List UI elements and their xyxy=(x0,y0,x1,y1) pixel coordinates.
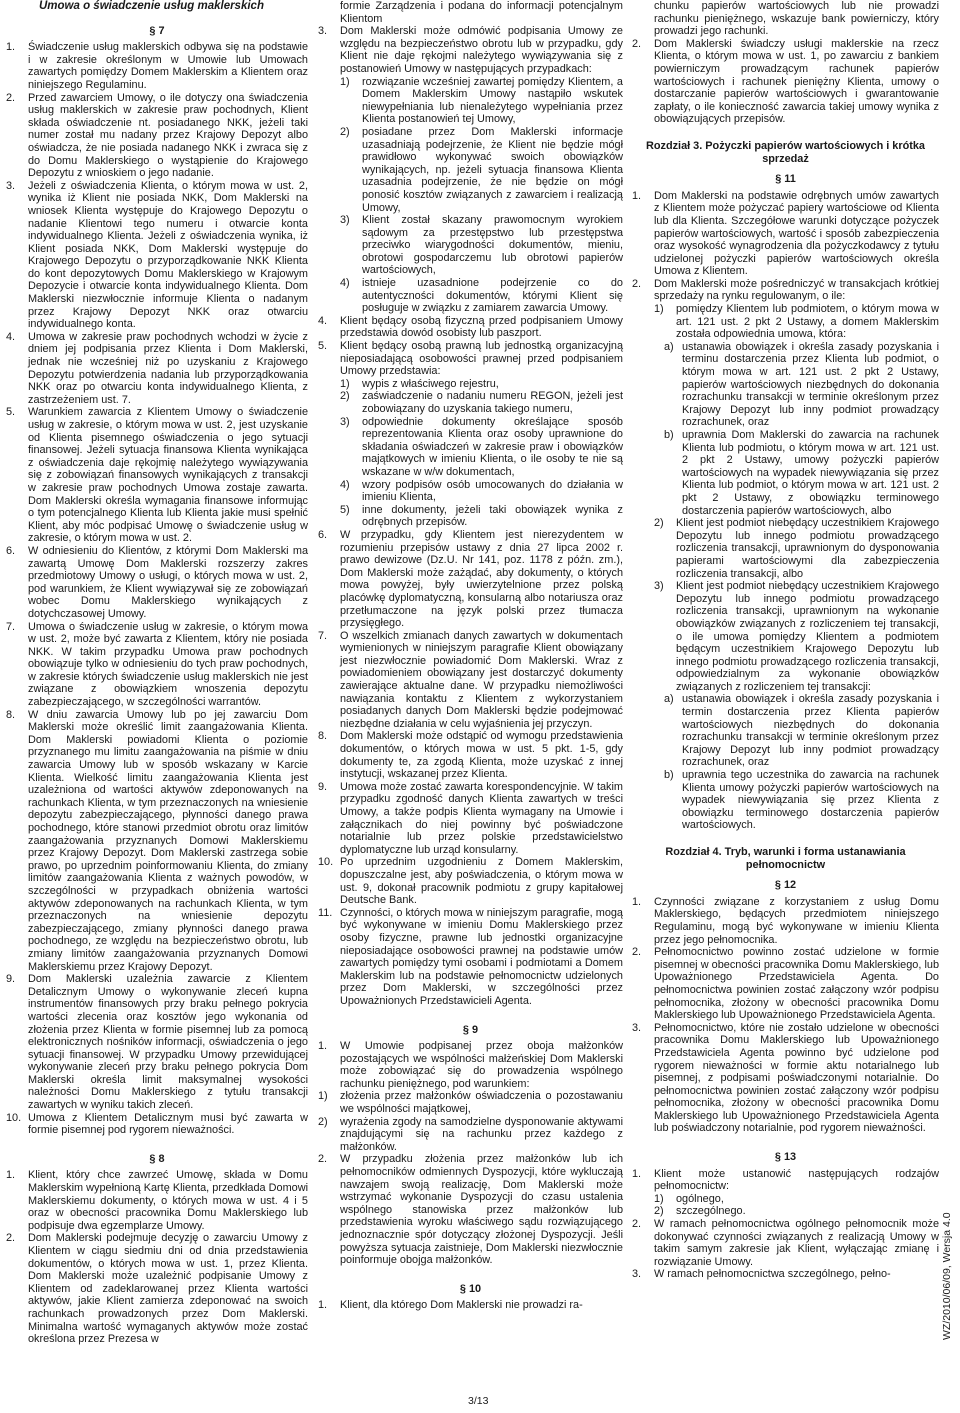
sub-list: 1) wypis z właściwego rejestru, 2) zaświadczenie o nadaniu numeru REGON, jeżeli jest zobowiązany do uzyskania takiego numeru, 3) odpowiednie dokumenty określające sposób reprezentowania Klienta oraz osoby uprawnione do składania oświadczeń w zakresie praw i obowiązków majątkowych w imieniu Klienta, o ile osoby te nie są wskazane w w/w dokumentach, 4) wzory podpisów osób umocowanych do działania w imieniu Klienta, 5) inne dokumenty, jeżeli taki obowiązek wynika z odrębnych przepisów. xyxy=(340,377,623,529)
paragraph: 5. Warunkiem zawarcia z Klientem Umowy o świadczenie usług w zakresie, o którym mowa w ust. 2, jest uzyskanie od Klienta pisemnego oświadczenia o jego sytuacji finansowej. Jeżeli sytuacja finansowa Klienta wynikająca z oświadczenia daje rękojmię należytego wywiązywania się z zobowiązań finansowych wynikających z transakcji w zakresie praw pochodnych Umowa zostaje zawarta. Dom Maklerski określa wymagania finansowe informując o tym potencjalnego Klienta lub Klienta jakie musi spełnić Klient, aby móc podpisać Umowę o świadczenie usług w zakresie, o którym mowa w ust. 2. xyxy=(6,406,308,545)
paragraph: 1. Dom Maklerski na podstawie odrębnych umów zawartych z Klientem może pożyczać papiery wartościowe od Klienta lub dla Klienta. Szczegółowe warunki dotyczące pożyczek papierów wartościowych, wartość i sposób zabezpieczenia oraz wysokość wynagrodzenia dla pożyczkodawcy z tytułu udzielonej pożyczki papierów wartościowych określa Umowa z Klientem. xyxy=(632,189,939,278)
paragraph: 9. Dom Maklerski uzależnia zawarcie z Klientem Detalicznym Umowy o wykonywanie zleceń kupna instrumentów finansowych przy braku pełnego pokrycia wartości zlecenia oraz kosztów jego wykonania od złożenia przez Klienta w formie pisemnej lub za pomocą elektronicznych nośników informacji, oświadczenia o jego sytuacji finansowej. W przypadku Umowy przewidującej wykonywanie zleceń przy braku pełnego pokrycia Dom Maklerski określa limit maksymalnej wysokości należności Domu Maklerskiego z tytułu transakcji zawartych w wyniku takich zleceń. xyxy=(6,973,308,1112)
version-label: WZ/2010/06/09, Wersja 4.0 xyxy=(941,1212,953,1340)
paragraph: 1. W Umowie podpisanej przez oboja małżonków pozostających we wspólności małżeńskiej Dom Maklerski może zobowiązać się do prowadzenia wspólnego rachunku pieniężnego, pod warunkiem: xyxy=(318,1040,623,1090)
sub-item: 1) złożenia przez małżonków oświadczenia o pozostawaniu we wspólności majątkowej, xyxy=(318,1090,623,1116)
paragraph: 5. Klient będący osobą prawną lub jednostką organizacyjną nieposiadającą osobowości prawnej przed podpisaniem Umowy przedstawia: xyxy=(318,340,623,378)
document-title: Umowa o świadczenie usług maklerskich xyxy=(39,0,264,12)
paragraph: 3. Pełnomocnictwo, które nie zostało udzielone w obecności pracownika Domu Maklerskiego lub Upoważnionego Przedstawiciela Agenta powinno być udzielone pod rygorem nieważności w formie aktu notarialnego lub pisemnej, z podpisami poświadczonymi notarialnie. Do pełnomocnictwa powinien zostać załączony wzór podpisu pełnomocnika, złożony w obecności pracownika Domu Maklerskiego lub Upoważnionego Przedstawiciela Agenta lub poświadczony notarialnie, pod rygorem nieważności. xyxy=(632,1021,939,1135)
paragraph: 7. O wszelkich zmianach danych zawartych w dokumentach wymienionych w niniejszym paragrafie Klient obowiązany jest niezwłocznie powiadomić Dom Maklerski. Wraz z powiadomieniem obowiązany jest dostarczyć dokumenty zawierające aktualne dane. W przypadku niemożliwości nawiązania kontaktu z Klientem z wykorzystaniem posiadanych danych Dom Maklerski będzie podejmować niezbędne działania w celu wyjaśnienia jej przyczyn. xyxy=(318,629,623,730)
paragraph: 7. Umowa o świadczenie usług w zakresie, o którym mowa w ust. 2, może być zawarta z Klientem, który nie posiada NKK. W takim przypadku Umowa praw pochodnych obowiązuje tylko w odniesieniu do tych praw pochodnych, w zakresie których świadczenie usług maklerskich nie jest związane z obowiązkiem wnoszenia depozytu zabezpieczającego, w szczególności warrantów. xyxy=(6,620,308,709)
column-2 xyxy=(318,0,623,1312)
paragraph: 2. Dom Maklerski podejmuje decyzję o zawarciu Umowy z Klientem w ciągu siedmiu dni od dnia przedstawienia dokumentów, o których mowa w ust. 1, przez Klienta. Dom Maklerski może uzależnić podpisanie Umowy z Klientem od zadeklarowanej przez Klienta wartości aktywów, jakie Klient zamierza zdeponować na swoich rachunkach prowadzonych przez Dom Maklerski. Minimalna wartość wymaganych aktywów może zostać określona przez Prezesa w xyxy=(6,1232,308,1346)
sub-list: 1) rozwiązanie wcześniej zawartej pomiędzy Klientem, a Domem Maklerskim Umowy nastąpiło wskutek niewypełniania lub nienależytego wypełniania przez Klienta postanowień tej Umowy, 2) posiadane przez Dom Maklerski informacje uzasadniają podejrzenie, że Klient nie będzie mógł prawidłowo wykonywać swoich obowiązków wynikających, np. jeżeli sytuacja finansowa Klienta uzasadnia podejrzenie, że nie będzie on mógł ponosić kosztów związanych z zawarciem i realizacją Umowy, 3) Klient został skazany prawomocnym wyrokiem sądowym za przestępstwo lub przestępstwa przeciwko wiarygodności dokumentów, mieniu, obrotowi gospodarczemu lub obrotowi papierów wartościowych, 4) istnieje uzasadnione podejrzenie co do autentyczności dokumentów, którymi Klient się posługuje w związku z zamiarem zawarcia Umowy. xyxy=(340,75,623,315)
sub-item: 2) wyrażenia zgody na samodzielne dysponowanie aktywami znajdującymi się na rachunku przez każdego z małżonków. xyxy=(318,1115,623,1153)
section-heading: § 9 xyxy=(462,1023,479,1036)
paragraph: 1. Klient, który chce zawrzeć Umowę, składa w Domu Maklerskim wypełnioną Kartę Klienta, przedkłada Domowi Maklerskiemu dokumenty, o których mowa w ust. 4 i 5 oraz w obecności pracownika Domu Maklerskiego lub podpisuje dwa egzemplarze Umowy. xyxy=(6,1169,308,1232)
paragraph: 6. W odniesieniu do Klientów, z którymi Dom Maklerski ma zawartą Umowę Dom Maklerski rozszerzy zakres przedmiotowy Umowy o usługi, o których mowa w ust. 2, pod warunkiem, że Klient wywiązywał się ze zobowiązań wobec Domu Maklerskiego wynikających z dotychczasowej Umowy. xyxy=(6,544,308,620)
chapter-heading: Rozdział 3. Pożyczki papierów wartościowych i krótka sprzedaż xyxy=(645,139,925,165)
paragraph: 9. Umowa może zostać zawarta korespondencyjnie. W takim przypadku zgodność danych Klienta zawartych w treści Umowy, a także podpis Klienta wymagany na Umowie i załącznikach do niej powinny być poświadczone notarialnie lub przez polskie przedstawicielstwo dyplomatyczne lub urząd konsularny. xyxy=(318,780,623,856)
paragraph: 11. Czynności, o których mowa w niniejszym paragrafie, mogą być wykonywane w imieniu Domu Maklerskiego przez osoby fizyczne, prawne lub jednostki organizacyjne nieposiadające osobowości prawnej na podstawie umów zawartych pomiędzy tymi osobami i podmiotami a Domem Maklerskim lub na podstawie pełnomocnictw udzielonych przez Dom Maklerski, w szczególności przez Upoważnionych Przedstawicieli Agenta. xyxy=(318,906,623,1007)
paragraph: 1. Klient, dla którego Dom Maklerski nie prowadzi ra- xyxy=(318,1299,583,1312)
paragraph: 1. Czynności związane z korzystaniem z usług Domu Maklerskiego, będących przedmiotem niniejszego Regulaminu, mogą być wykonywane w imieniu Klienta przez jego pełnomocnika. xyxy=(632,895,939,946)
paragraph: 6. W przypadku, gdy Klientem jest nierezydentem w rozumieniu przepisów ustawy z dnia 27 lipca 2002 r. prawo dewizowe (Dz.U. Nr 141, poz. 1178 z późn. zm.), Dom Maklerski może zażądać, aby dokumenty, o których mowa powyżej, były uwierzytelnione przez polską placówkę dyplomatyczną, konsularną albo notariusza oraz przetłumaczone na język polski przez tłumacza przysięgłego. xyxy=(318,528,623,630)
paragraph-continued: chunku papierów wartościowych lub nie prowadzi rachunku pieniężnego, wskazuje bank powierniczy, który prowadzi jego rachunki. xyxy=(654,0,939,38)
section-heading: § 7 xyxy=(149,24,165,37)
paragraph: 3. Jeżeli z oświadczenia Klienta, o którym mowa w ust. 2, wynika iż Klient nie posiada NKK, Dom Maklerski na wniosek Klienta występuje do Krajowego Depozytu o nadanie Klientowi tego numeru i otwarcie konta indywidualnego Klienta. Jeżeli z oświadczenia wynika, iż Klient posiada NKK, Dom Maklerski występuje do Krajowego Depozytu o przyporządkowanie NKK Klienta do kont depozytowych Domu Maklerskiego w Krajowym Depozycie i otwarcie konta indywidualnego Klienta. Dom Maklerski niezwłocznie informuje Klienta o nadanym przez Krajowy Depozyt NKK oraz otwarciu indywidualnego konta. xyxy=(6,179,308,331)
paragraph: 10. Po uprzednim uzgodnieniu z Domem Maklerskim, dopuszczalne jest, aby poświadczenia, o którym mowa w ust. 9, dokonał pracownik podmiotu z grupy kapitałowej Deutsche Bank. xyxy=(318,856,623,907)
paragraph: 2. W ramach pełnomocnictwa ogólnego pełnomocnik może dokonywać czynności związanych z realizacją Umowy w takim samym zakresie jak Klient, wyłączając zmianę i rozwiązanie Umowy. xyxy=(632,1218,939,1268)
page-number: 3/13 xyxy=(468,1395,489,1407)
paragraph: 8. W dniu zawarcia Umowy lub po jej zawarciu Dom Maklerski może określić limit zaangażowania Klienta. Dom Maklerski powiadomi Klienta o poziomie przyznanego mu limitu zaangażowania na piśmie w dniu zawarcia Umowy lub w sposób wskazany w Karcie Klienta. Wielkość limitu zaangażowania Klienta jest uzależniona od wartości aktywów zdeponowanych na rachunkach Klienta, w tym przeznaczonych na wniesienie depozytu zabezpieczającego, płynności danego prawa pochodnego, które stanowi przedmiot obrotu oraz limitów zaangażowania przyznanych Domowi Maklerskiemu przez Krajowy Depozyt. Dom Maklerski zastrzega sobie prawo, po uprzednim poinformowaniu Klienta, do zmiany limitów zaangażowania Klienta z ważnych powodów, w szczególności w przypadkach obniżenia wartości aktywów zdeponowanych na rachunkach Klienta, w tym przeznaczonych na wniesienie depozytu zabezpieczającego, zmiany płynności danego prawa pochodnego, ze względu na bezpieczeństwo obrotu, lub zmiany limitów zaangażowania przyznanych Domowi Maklerskiemu przez Krajowy Depozyt. xyxy=(6,708,308,973)
paragraph: 2. W przypadku złożenia przez małżonków lub ich pełnomocników odmiennych Dyspozycji, które wykluczają nawzajem swoją realizację, Dom Maklerski może wstrzymać wykonanie Dyspozycji do czasu ustalenia wspólnego stanowiska przez małżonków lub przedstawienia wyroku właściwego sądu rozwiązującego jednoznacznie spór dotyczący złożonej Dyspozycji. Jeśli powyższa sytuacja zaistnieje, Dom Maklerski niezwłocznie poinformuje obojga małżonków. xyxy=(318,1153,623,1267)
section-heading: § 11 xyxy=(775,173,796,186)
paragraph: 2. Dom Maklerski może pośredniczyć w transakcjach krótkiej sprzedaży na rynku regulowanym, o ile: xyxy=(632,277,939,303)
paragraph: 10. Umowa z Klientem Detalicznym musi być zawarta w formie pisemnej pod rygorem nieważności. xyxy=(6,1111,308,1137)
column-3 xyxy=(632,0,939,1281)
paragraph-continued: formie Zarządzenia i podana do informacji potencjalnym Klientom xyxy=(340,0,623,25)
column-1 xyxy=(6,0,308,1346)
paragraph: 1. Klient może ustanowić następujących rodzajów pełnomocnictw: xyxy=(632,1167,939,1193)
paragraph: 2. Pełnomocnictwo powinno zostać udzielone w formie pisemnej w obecności pracownika Domu Maklerskiego, lub Upoważnionego Przedstawiciela Agenta. Do pełnomocnictwa powinien zostać załączony wzór podpisu pełnomocnika, złożony w obecności pracownika Domu Maklerskiego lub Upoważnionego Przedstawiciela Agenta. xyxy=(632,946,939,1022)
section-heading: § 10 xyxy=(459,1282,482,1295)
paragraph: 1. Świadczenie usług maklerskich odbywa się na podstawie i w zakresie określonym w Umowie lub Umowach zawartych pomiędzy Domem Maklerskim a Klientem oraz niniejszego Regulaminu. xyxy=(6,41,308,91)
paragraph: 2. Przed zawarciem Umowy, o ile dotyczy ona świadczenia usług maklerskich w zakresie praw pochodnych, Klient składa oświadczenie nt. posiadanego NKK, jeżeli taki numer został mu nadany przez Krajowy Depozyt albo oświadcza, że nie posiada nadanego NKK i zwraca się z do Domu Maklerskiego o wystąpienie do Krajowego Depozytu z wnioskiem o jego nadanie. xyxy=(6,91,308,180)
sub-list: 1) ogólnego, 2) szczególnego. xyxy=(654,1192,746,1218)
paragraph: 3. W ramach pełnomocnictwa szczególnego, pełno- xyxy=(632,1268,891,1281)
section-heading: § 8 xyxy=(149,1152,165,1165)
paragraph: 4. Umowa w zakresie praw pochodnych wchodzi w życie z dniem jej podpisania przez Klienta i Dom Maklerski, jednak nie wcześniej niż po uzyskaniu z Krajowego Depozytu potwierdzenia nadania lub przyporządkowania NKK oraz po otwarciu konta indywidualnego Klienta, z zastrzeżeniem ust. 7. xyxy=(6,330,308,406)
section-heading: § 12 xyxy=(774,879,797,892)
paragraph: 2. Dom Maklerski świadczy usługi maklerskie na rzecz Klienta, o którym mowa w ust. 1, po zawarciu z bankiem powierniczym prowadzącym rachunek papierów wartościowych i rachunek pieniężny Klienta, umowy o dostarczanie papierów wartościowych i gwarantowanie zapłaty, o ile konieczność zawarcia takiej umowy wynika z obowiązujących przepisów. xyxy=(632,37,939,126)
chapter-heading: Rozdział 4. Tryb, warunki i forma ustanawiania pełnomocnictw xyxy=(665,846,906,871)
sub-list: 1) pomiędzy Klientem lub podmiotem, o którym mowa w art. 121 ust. 2 pkt 2 Ustawy, a domem Maklerskim została odpowiednia umowa, która: a) ustanawia obowiązek i określa zasady pozyskania i terminu dostarczenia przez Klienta lub podmiot, o którym mowa w art. 121 ust. 2 pkt 2 Ustawy, papierów wartościowych niezbędnych do dokonania rozrachunku transakcji w terminie określonym przez Krajowy Depozyt lub inny podmiot prowadzący rozrachunek, oraz b) uprawnia Dom Maklerski do zawarcia na rachunek Klienta lub podmiotu, o którym mowa w art. 121 ust. 2 pkt 2 Ustawy, umowy pożyczki papierów wartościowych na wypadek niewywiązania się przez Klienta lub podmiot, o którym mowa w art. 121 ust. 2 pkt 2 Ustawy, z obowiązku terminowego dostarczenia papierów wartościowych, albo 2) Klient jest podmiot niebędący uczestnikiem Krajowego Depozytu lub innego podmiotu prowadzącego rozliczenia transakcji, uprawnionym do dysponowania papierami wartościowymi dla zabezpieczenia rozliczenia transakcji, albo 3) Klient jest podmiot niebędący uczestnikiem Krajowego Depozytu lub innego podmiotu prowadzącego rozliczenia transakcji, uprawnionym na wykonanie obowiązków związanych z rozliczeniem tej transakcji, o ile umowa pomiędzy Klientem a podmiotem będącym uczestnikiem Krajowego Depozytu lub innego podmiotu prowadzącego rozliczenia transakcji, odpowiedzialnym za wykonanie obowiązków związanych z rozliczeniem tej transakcji: a) ustanawia obowiązek i określa zasady pozyskania i termin dostarczenia przez Klienta papierów wartościowych niezbędnych do dokonania rozrachunku transakcji w terminie określonym przez Krajowy Depozyt lub inny podmiot prowadzący rozrachunek, oraz b) uprawnia tego uczestnika do zawarcia na rachunek Klienta umowy pożyczki papierów wartościowych na wypadek niewywiązania się przez Klienta z obowiązku terminowego dostarczenia papierów wartościowych. xyxy=(654,303,939,832)
section-heading: § 13 xyxy=(774,1151,797,1164)
paragraph: 8. Dom Maklerski może odstąpić od wymogu przedstawienia dokumentów, o których mowa w ust. 5 pkt. 1-5, gdy dokumenty te, za zgodą Klienta, może uzyskać z innej instytucji, wskazanej przez Klienta. xyxy=(318,730,623,781)
paragraph: 4. Klient będący osobą fizyczną przed podpisaniem Umowy przedstawia dowód osobisty lub paszport. xyxy=(318,314,623,340)
paragraph: 3. Dom Maklerski może odmówić podpisania Umowy ze względu na bezpieczeństwo obrotu lub w przypadku, gdy Klient nie daje rękojmi należytego wywiązywania się z postanowień Umowy w następujących przypadkach: xyxy=(318,25,623,75)
